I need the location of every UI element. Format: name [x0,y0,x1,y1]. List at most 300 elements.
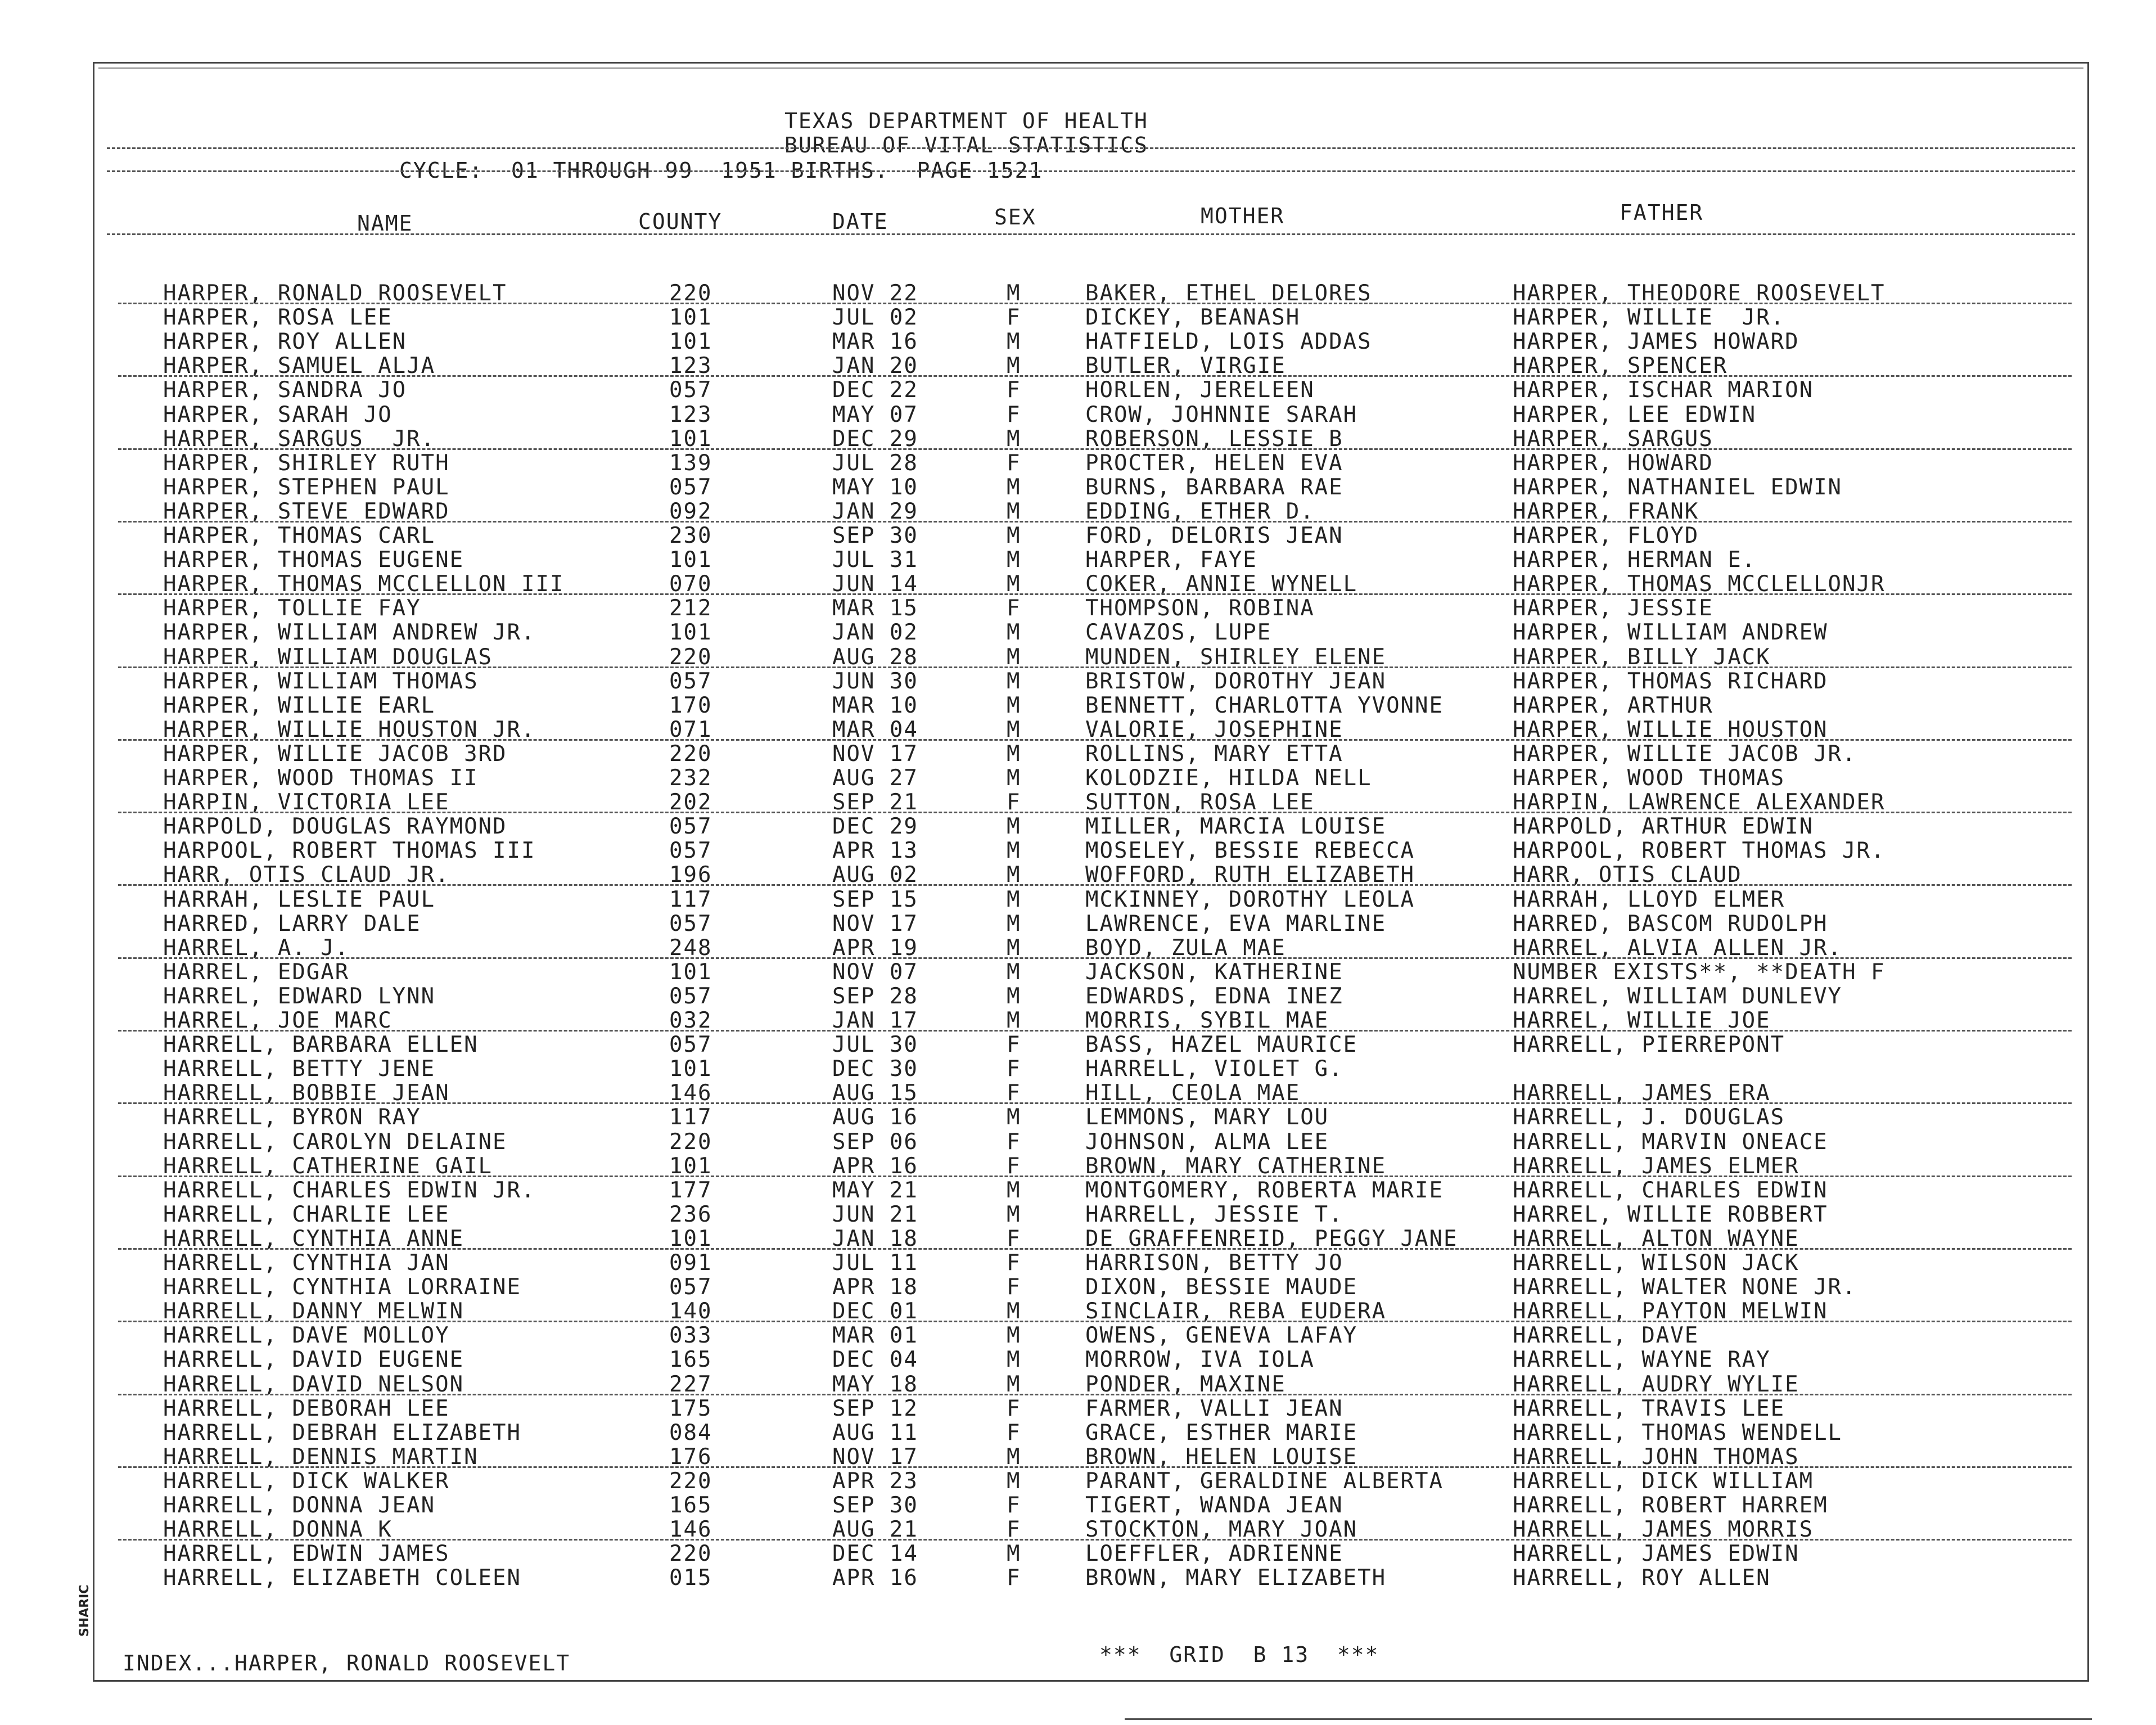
cell-father: HARPOOL, ROBERT THOMAS JR. [1513,838,1886,864]
cell-mother: CAVAZOS, LUPE [1085,620,1272,646]
cell-mother: BRISTOW, DOROTHY JEAN [1085,668,1387,694]
table-row [0,1517,2156,1542]
cell-sex: M [1007,1347,1021,1373]
cell-name: HARRELL, CAROLYN DELAINE [163,1129,507,1155]
table-row [0,1275,2156,1299]
bottom-rule [1125,1718,2092,1720]
table-row [0,1227,2156,1251]
cell-date: NOV 17 [832,1444,918,1470]
cell-mother: MORROW, IVA IOLA [1085,1347,1315,1373]
cell-county: 123 [669,402,712,427]
cell-date: JUL 30 [832,1032,918,1058]
cell-mother: STOCKTON, MARY JOAN [1085,1517,1358,1543]
cell-date: SEP 06 [832,1129,918,1155]
cell-mother: TIGERT, WANDA JEAN [1085,1493,1343,1518]
cell-mother: MONTGOMERY, ROBERTA MARIE [1085,1177,1444,1203]
cell-father: HARRELL, TRAVIS LEE [1513,1395,1785,1421]
cell-father: HARRELL, ALTON WAYNE [1513,1226,1799,1251]
cell-father: HARRELL, DAVE [1513,1323,1699,1349]
cell-sex: M [1007,281,1021,306]
table-row [0,451,2156,475]
cell-mother: LOEFFLER, ADRIENNE [1085,1541,1343,1567]
table-row [0,596,2156,620]
cell-name: HARRELL, DONNA JEAN [163,1493,436,1518]
col-sex: SEX [994,205,1036,229]
cell-sex: M [1007,886,1021,912]
cell-county: 220 [669,1468,712,1494]
cell-county: 220 [669,281,712,306]
cell-name: HARPER, ROSA LEE [163,305,393,331]
cell-mother: BURNS, BARBARA RAE [1085,474,1343,500]
cell-county: 165 [669,1493,712,1518]
table-row [0,1372,2156,1397]
cell-mother: EDDING, ETHER D. [1085,498,1315,524]
cell-father: HARPER, JAMES HOWARD [1513,329,1799,355]
cell-county: 123 [669,353,712,379]
cell-name: HARPER, WILLIAM THOMAS [163,668,479,694]
cell-date: JUL 02 [832,305,918,331]
header-rule-1 [107,147,2075,149]
cell-name: HARPOLD, DOUGLAS RAYMOND [163,814,507,840]
cell-father: HARPER, WILLIE JACOB JR. [1513,741,1857,767]
cell-father: HARPER, THOMAS MCCLELLONJR [1513,571,1886,597]
cell-father: HARRELL, JAMES EDWIN [1513,1541,1799,1567]
cell-mother: SINCLAIR, REBA EUDERA [1085,1299,1387,1325]
cell-mother: FORD, DELORIS JEAN [1085,523,1343,548]
cell-date: APR 16 [832,1565,918,1591]
cell-county: 101 [669,1056,712,1082]
cell-date: DEC 29 [832,814,918,840]
cell-father: HARRELL, JAMES ELMER [1513,1153,1799,1179]
cell-date: JUL 31 [832,547,918,573]
cell-county: 070 [669,571,712,597]
cell-mother: BAKER, ETHEL DELORES [1085,281,1372,306]
cell-county: 170 [669,692,712,718]
table-row [0,1057,2156,1081]
cell-name: HARR, OTIS CLAUD JR. [163,862,450,888]
cell-date: AUG 16 [832,1105,918,1131]
cell-sex: M [1007,353,1021,379]
cell-father: HARRELL, WAYNE RAY [1513,1347,1771,1373]
table-row [0,839,2156,863]
index-label: INDEX...HARPER, RONALD ROOSEVELT [123,1651,571,1676]
table-row [0,330,2156,354]
cell-county: 220 [669,741,712,767]
cell-father: HARREL, WILLIAM DUNLEVY [1513,983,1843,1009]
table-row [0,1323,2156,1348]
cell-date: MAY 18 [832,1371,918,1397]
cell-date: DEC 01 [832,1299,918,1325]
table-row [0,742,2156,766]
cell-father: HARPOLD, ARTHUR EDWIN [1513,814,1814,840]
cell-father: HARRELL, ROY ALLEN [1513,1565,1771,1591]
cell-county: 057 [669,838,712,864]
grid-label: *** GRID B 13 *** [1099,1642,1379,1667]
cell-date: AUG 27 [832,765,918,791]
cell-name: HARRELL, CYNTHIA ANNE [163,1226,464,1251]
table-row [0,1154,2156,1178]
cell-father: HARPER, THOMAS RICHARD [1513,668,1828,694]
cell-father: HARPER, FLOYD [1513,523,1699,548]
cell-county: 117 [669,886,712,912]
cell-name: HARRELL, BOBBIE JEAN [163,1080,450,1106]
cell-date: JUN 30 [832,668,918,694]
cell-mother: EDWARDS, EDNA INEZ [1085,983,1343,1009]
table-row [0,378,2156,402]
cell-county: 057 [669,668,712,694]
cell-name: HARRELL, BARBARA ELLEN [163,1032,479,1058]
cell-sex: F [1007,1056,1021,1082]
cycle-line: CYCLE: 01 THROUGH 99 1951 BIRTHS. PAGE 1521 [399,158,1043,183]
cell-date: DEC 14 [832,1541,918,1567]
cell-county: 092 [669,498,712,524]
cell-mother: ROBERSON, LESSIE B [1085,426,1343,452]
cell-sex: M [1007,1105,1021,1131]
side-mark: SHARIC [78,1584,92,1637]
cell-county: 033 [669,1323,712,1349]
agency-title: TEXAS DEPARTMENT OF HEALTH [784,109,1148,133]
cell-sex: M [1007,498,1021,524]
cell-father: HARRED, BASCOM RUDOLPH [1513,911,1828,936]
cell-name: HARPER, WILLIAM DOUGLAS [163,644,493,670]
table-row [0,572,2156,596]
cell-sex: M [1007,765,1021,791]
cell-father: HARPER, WILLIE JR. [1513,305,1785,331]
table-row [0,1105,2156,1129]
cell-sex: M [1007,911,1021,936]
cell-date: MAY 07 [832,402,918,427]
cell-father: HARPER, WILLIAM ANDREW [1513,620,1828,646]
table-row [0,863,2156,887]
cell-sex: M [1007,838,1021,864]
cell-father: HARRELL, AUDRY WYLIE [1513,1371,1799,1397]
table-row [0,912,2156,936]
cell-county: 146 [669,1517,712,1543]
cell-father: HARRELL, JAMES MORRIS [1513,1517,1814,1543]
cell-sex: M [1007,1541,1021,1567]
cell-sex: M [1007,862,1021,888]
cell-sex: M [1007,523,1021,548]
table-row [0,669,2156,693]
table-row [0,499,2156,524]
cell-name: HARRELL, DENNIS MARTIN [163,1444,479,1470]
cell-name: HARPER, SAMUEL ALJA [163,353,436,379]
cell-sex: M [1007,741,1021,767]
cell-father: HARRELL, WALTER NONE JR. [1513,1274,1857,1300]
table-row [0,790,2156,814]
cell-mother: BROWN, MARY ELIZABETH [1085,1565,1387,1591]
cell-county: 140 [669,1299,712,1325]
cell-county: 230 [669,523,712,548]
cell-county: 177 [669,1177,712,1203]
cell-sex: M [1007,717,1021,742]
cell-father: HARREL, WILLIE ROBBERT [1513,1201,1828,1227]
cell-mother: KOLODZIE, HILDA NELL [1085,765,1372,791]
cell-mother: PROCTER, HELEN EVA [1085,450,1343,476]
cell-sex: F [1007,1420,1021,1445]
cell-father: HARRELL, WILSON JACK [1513,1250,1799,1276]
cell-mother: LAWRENCE, EVA MARLINE [1085,911,1387,936]
cell-father: HARR, OTIS CLAUD [1513,862,1742,888]
cell-sex: F [1007,1395,1021,1421]
table-row [0,936,2156,960]
cell-father: HARPER, SARGUS [1513,426,1713,452]
cell-sex: F [1007,377,1021,403]
cell-name: HARPOOL, ROBERT THOMAS III [163,838,536,864]
cell-name: HARRELL, DICK WALKER [163,1468,450,1494]
cell-sex: M [1007,644,1021,670]
cell-name: HARRELL, DAVID EUGENE [163,1347,464,1373]
table-row [0,984,2156,1008]
table-row [0,1421,2156,1445]
cell-father: HARPER, THEODORE ROOSEVELT [1513,281,1886,306]
cell-date: JAN 02 [832,620,918,646]
cell-date: MAR 04 [832,717,918,742]
cell-county: 248 [669,935,712,961]
cell-father: HARPER, JESSIE [1513,596,1713,621]
cell-sex: F [1007,790,1021,816]
cell-name: HARRED, LARRY DALE [163,911,421,936]
cell-mother: HATFIELD, LOIS ADDAS [1085,329,1372,355]
cell-date: SEP 15 [832,886,918,912]
col-date: DATE [832,209,888,234]
table-row [0,524,2156,548]
cell-sex: F [1007,1226,1021,1251]
cell-county: 220 [669,1541,712,1567]
cell-sex: M [1007,1468,1021,1494]
cell-sex: F [1007,1517,1021,1543]
cell-sex: F [1007,1032,1021,1058]
cell-sex: F [1007,596,1021,621]
cell-father: HARRELL, PIERREPONT [1513,1032,1785,1058]
cell-date: MAR 15 [832,596,918,621]
cell-county: 232 [669,765,712,791]
cell-county: 071 [669,717,712,742]
cell-name: HARPER, RONALD ROOSEVELT [163,281,507,306]
cell-father: HARPER, LEE EDWIN [1513,402,1757,427]
cell-date: SEP 12 [832,1395,918,1421]
cell-mother: MUNDEN, SHIRLEY ELENE [1085,644,1387,670]
table-row [0,1081,2156,1105]
cell-sex: F [1007,1565,1021,1591]
cell-name: HARRELL, ELIZABETH COLEEN [163,1565,521,1591]
cell-father: HARPER, ARTHUR [1513,692,1713,718]
table-row [0,1542,2156,1566]
cell-date: NOV 22 [832,281,918,306]
col-father: FATHER [1620,200,1704,225]
cell-mother: MILLER, MARCIA LOUISE [1085,814,1387,840]
cell-sex: F [1007,1274,1021,1300]
cell-date: MAY 10 [832,474,918,500]
cell-county: 101 [669,426,712,452]
cell-name: HARPER, WILLIAM ANDREW JR. [163,620,536,646]
cell-father: HARRELL, THOMAS WENDELL [1513,1420,1843,1445]
cell-name: HARPER, THOMAS EUGENE [163,547,464,573]
cell-date: APR 19 [832,935,918,961]
cell-date: SEP 30 [832,523,918,548]
cell-father: HARPER, NATHANIEL EDWIN [1513,474,1843,500]
cell-mother: JACKSON, KATHERINE [1085,959,1343,985]
cell-father: HARRELL, CHARLES EDWIN [1513,1177,1828,1203]
cell-father: HARRAH, LLOYD ELMER [1513,886,1785,912]
cell-county: 212 [669,596,712,621]
cell-sex: F [1007,1250,1021,1276]
table-row [0,354,2156,378]
cell-name: HARPER, WILLIE HOUSTON JR. [163,717,536,742]
table-row [0,814,2156,839]
cell-county: 236 [669,1201,712,1227]
cell-name: HARRELL, DANNY MELWIN [163,1299,464,1325]
cell-mother: LEMMONS, MARY LOU [1085,1105,1329,1131]
cell-date: JUL 11 [832,1250,918,1276]
bureau-title: BUREAU OF VITAL STATISTICS [784,133,1148,157]
cell-father: HARREL, ALVIA ALLEN JR. [1513,935,1843,961]
cell-mother: HARRELL, VIOLET G. [1085,1056,1343,1082]
table-row [0,620,2156,645]
cell-name: HARRELL, DAVID NELSON [163,1371,464,1397]
cell-father: HARRELL, PAYTON MELWIN [1513,1299,1828,1325]
cell-sex: F [1007,402,1021,427]
cell-county: 015 [669,1565,712,1591]
cell-name: HARPER, SARGUS JR. [163,426,436,452]
cell-father: HARRELL, JOHN THOMAS [1513,1444,1799,1470]
cell-date: JAN 18 [832,1226,918,1251]
cell-date: JUL 28 [832,450,918,476]
cell-mother: PARANT, GERALDINE ALBERTA [1085,1468,1444,1494]
cell-name: HARPER, THOMAS MCCLELLON III [163,571,565,597]
cell-mother: BUTLER, VIRGIE [1085,353,1286,379]
table-row [0,1299,2156,1323]
table-row [0,475,2156,499]
cell-sex: M [1007,959,1021,985]
cell-sex: M [1007,1299,1021,1325]
cell-name: HARRELL, CYNTHIA JAN [163,1250,450,1276]
cell-county: 117 [669,1105,712,1131]
table-row [0,281,2156,305]
cell-name: HARPER, STEPHEN PAUL [163,474,450,500]
table-row [0,427,2156,451]
cell-date: MAR 16 [832,329,918,355]
cell-sex: F [1007,450,1021,476]
table-row [0,960,2156,984]
cell-name: HARREL, EDGAR [163,959,350,985]
cell-mother: VALORIE, JOSEPHINE [1085,717,1343,742]
frame-inner-line [98,67,2083,69]
cell-mother: HARRELL, JESSIE T. [1085,1201,1343,1227]
col-name: NAME [357,211,413,236]
cell-mother: ROLLINS, MARY ETTA [1085,741,1343,767]
cell-county: 057 [669,911,712,936]
table-row [0,403,2156,427]
cell-father: HARRELL, ROBERT HARREM [1513,1493,1828,1518]
cell-mother: GRACE, ESTHER MARIE [1085,1420,1358,1445]
cell-name: HARPER, TOLLIE FAY [163,596,421,621]
cell-sex: M [1007,1177,1021,1203]
cell-mother: HORLEN, JERELEEN [1085,377,1315,403]
cell-county: 139 [669,450,712,476]
table-row [0,1033,2156,1057]
cell-sex: M [1007,1444,1021,1470]
table-row [0,888,2156,912]
cell-father: HARPER, ISCHAR MARION [1513,377,1814,403]
table-row [0,1202,2156,1227]
cell-name: HARPER, SHIRLEY RUTH [163,450,450,476]
cell-date: MAR 10 [832,692,918,718]
cell-name: HARRELL, EDWIN JAMES [163,1541,450,1567]
table-row [0,718,2156,742]
cell-county: 220 [669,644,712,670]
cell-father: NUMBER EXISTS**, **DEATH F [1513,959,1886,985]
cell-county: 057 [669,983,712,1009]
cell-county: 057 [669,377,712,403]
cell-county: 101 [669,305,712,331]
cell-date: APR 23 [832,1468,918,1494]
table-row [0,1566,2156,1590]
cell-mother: BOYD, ZULA MAE [1085,935,1286,961]
table-row [0,548,2156,572]
cell-date: JUN 21 [832,1201,918,1227]
cell-name: HARPER, SARAH JO [163,402,393,427]
cell-county: 032 [669,1008,712,1033]
cell-father: HARPER, BILLY JACK [1513,644,1771,670]
cell-date: NOV 17 [832,741,918,767]
cell-date: DEC 22 [832,377,918,403]
cell-mother: HILL, CEOLA MAE [1085,1080,1301,1106]
cell-sex: M [1007,814,1021,840]
cell-county: 101 [669,1153,712,1179]
cell-date: AUG 28 [832,644,918,670]
cell-mother: FARMER, VALLI JEAN [1085,1395,1343,1421]
table-row [0,1348,2156,1372]
cell-name: HARRELL, DEBORAH LEE [163,1395,450,1421]
cell-father: HARRELL, JAMES ERA [1513,1080,1771,1106]
cell-name: HARREL, EDWARD LYNN [163,983,436,1009]
cell-sex: M [1007,1371,1021,1397]
cell-date: MAR 01 [832,1323,918,1349]
cell-county: 227 [669,1371,712,1397]
cell-date: APR 16 [832,1153,918,1179]
cell-name: HARRELL, CATHERINE GAIL [163,1153,493,1179]
cell-name: HARRELL, BETTY JENE [163,1056,436,1082]
cell-father: HARPER, HOWARD [1513,450,1713,476]
cell-mother: BROWN, MARY CATHERINE [1085,1153,1387,1179]
cell-name: HARPER, ROY ALLEN [163,329,407,355]
cell-county: 057 [669,1274,712,1300]
cell-mother: COKER, ANNIE WYNELL [1085,571,1358,597]
cell-date: AUG 21 [832,1517,918,1543]
cell-mother: SUTTON, ROSA LEE [1085,790,1315,816]
cell-father: HARPER, SPENCER [1513,353,1728,379]
cell-name: HARRELL, DONNA K [163,1517,393,1543]
cell-mother: HARRISON, BETTY JO [1085,1250,1343,1276]
cell-father: HARPER, WOOD THOMAS [1513,765,1785,791]
cell-date: DEC 04 [832,1347,918,1373]
cell-mother: BENNETT, CHARLOTTA YVONNE [1085,692,1444,718]
col-mother: MOTHER [1201,204,1285,228]
cell-sex: M [1007,426,1021,452]
cell-mother: HARPER, FAYE [1085,547,1257,573]
cell-name: HARRELL, CYNTHIA LORRAINE [163,1274,521,1300]
cell-name: HARRAH, LESLIE PAUL [163,886,436,912]
table-row [0,766,2156,790]
cell-sex: M [1007,1008,1021,1033]
cell-name: HARRELL, DEBRAH ELIZABETH [163,1420,521,1445]
cell-date: SEP 21 [832,790,918,816]
cell-name: HARPIN, VICTORIA LEE [163,790,450,816]
cell-father: HARRELL, J. DOUGLAS [1513,1105,1785,1131]
cell-mother: PONDER, MAXINE [1085,1371,1286,1397]
cell-date: SEP 28 [832,983,918,1009]
